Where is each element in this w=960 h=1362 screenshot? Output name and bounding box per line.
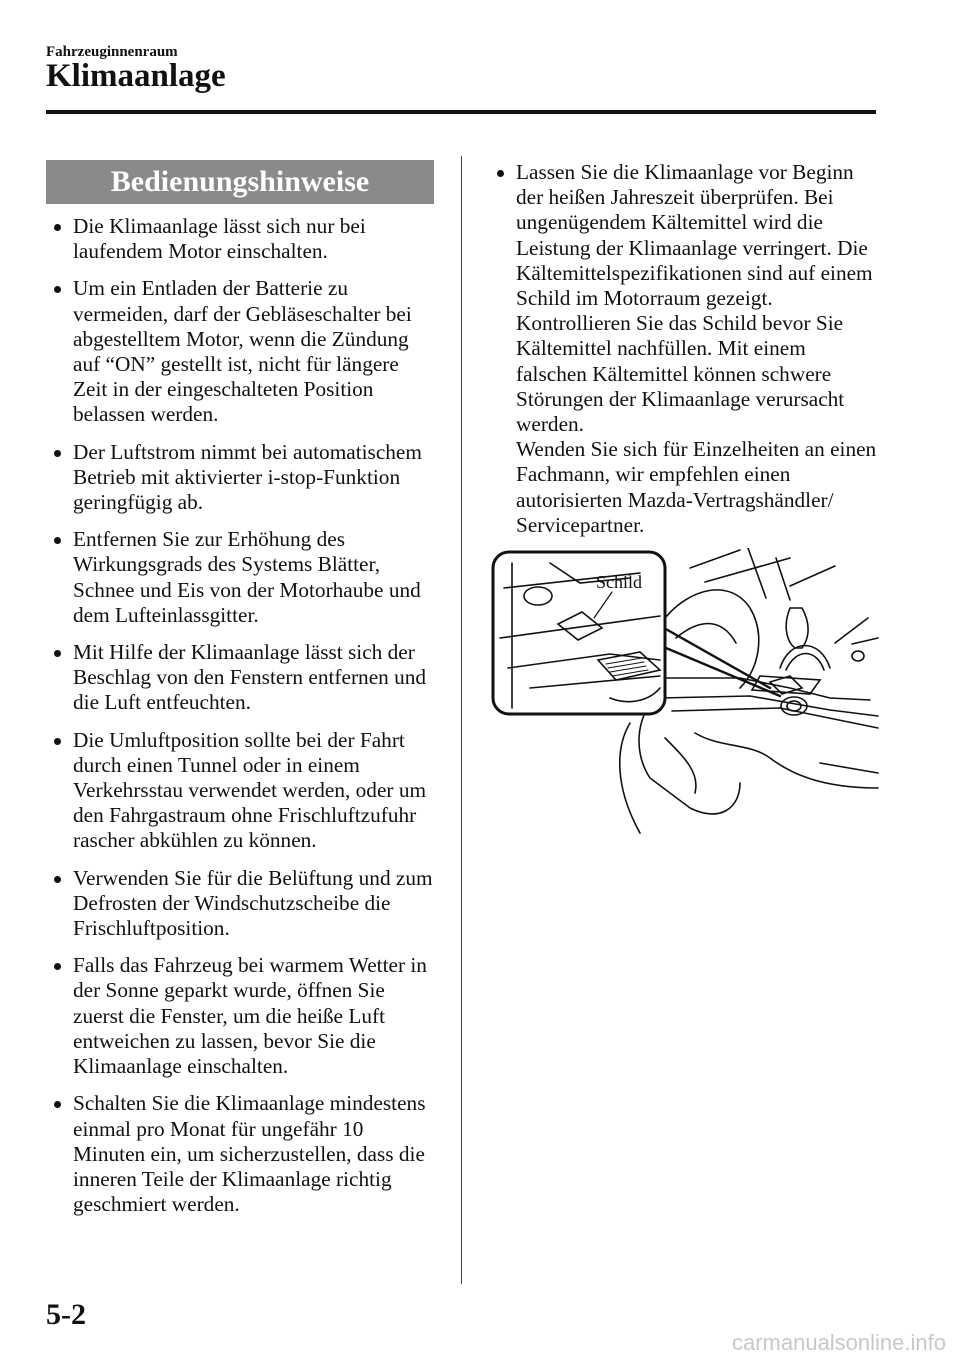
bullet-icon	[54, 224, 61, 231]
bullet-icon	[54, 286, 61, 293]
bullet-icon	[54, 738, 61, 745]
list-item-text: Schalten Sie die Klimaanlage mindestens einmal pro Monat für ungefähr 10 Minuten ein, um sicherzustellen, dass die inneren Teile der Klimaanlage richtig geschmiert werden.	[73, 1091, 426, 1217]
bullet-icon	[54, 537, 61, 544]
left-column	[46, 160, 434, 1229]
bullet-icon	[497, 170, 504, 177]
list-item	[46, 440, 434, 516]
page-number: 5-2	[46, 1298, 86, 1331]
list-item	[46, 866, 434, 942]
list-item	[46, 640, 434, 716]
list-item	[46, 728, 434, 854]
list-item	[46, 276, 434, 427]
list-item-text: Falls das Fahrzeug bei warmem Wetter in der Sonne geparkt wurde, öffnen Sie zuerst die Fenster, um die heiße Luft entweichen zu lassen, bevor Sie die Klimaanlage einschalten.	[73, 953, 427, 1079]
list-item-text: Verwenden Sie für die Belüftung und zum Defrosten der Windschutzscheibe die Frischluftposition.	[73, 865, 433, 941]
list-item-text: Lassen Sie die Klimaanlage vor Beginn der heißen Jahreszeit überprüfen. Bei ungenügendem Kältemittel wird die Leistung der Klimaanlage verringert. Die Kältemittelspezifikationen sind auf einem Schild im Motorraum gezeigt. Kontrollieren Sie das Schild bevor Sie Kältemittel nachfüllen. Mit einem falschen Kältemittel können schwere Störungen der Klimaanlage verursacht werden.	[516, 160, 873, 437]
bullet-icon	[54, 1101, 61, 1108]
bullet-list	[46, 214, 434, 1217]
watermark: carmanualsonline.info	[731, 1330, 946, 1355]
list-item	[489, 160, 881, 538]
title-rule	[46, 110, 876, 114]
bullet-icon	[54, 963, 61, 970]
list-item	[46, 1091, 434, 1217]
list-item	[46, 953, 434, 1079]
list-item-text: Mit Hilfe der Klimaanlage lässt sich der Beschlag von den Fenstern entfernen und die Luft entfeuchten.	[73, 640, 427, 715]
bullet-icon	[54, 876, 61, 883]
list-item-note: Wenden Sie sich für Einzelheiten an einen Fachmann, wir empfehlen einen autorisierten Mazda-Vertragshändler/ Servicepartner.	[516, 437, 877, 537]
right-column	[489, 160, 881, 550]
section-label: Fahrzeuginnenraum	[46, 44, 178, 60]
column-divider	[461, 156, 462, 1284]
section-heading: Bedienungshinweise	[46, 160, 434, 204]
figure-callout: Schild	[596, 572, 643, 592]
page-title: Klimaanlage	[46, 58, 226, 94]
list-item-text: Entfernen Sie zur Erhöhung des Wirkungsgrads des Systems Blätter, Schnee und Eis von der Motorhaube und dem Lufteinlassgitter.	[73, 527, 421, 627]
bullet-icon	[54, 650, 61, 657]
list-item-text: Die Umluftposition sollte bei der Fahrt durch einen Tunnel oder in einem Verkehrsstau verwendet werden, oder um den Fahrgastraum ohne Frischluftzufuhr rascher abkühlen zu können.	[73, 727, 427, 853]
bullet-icon	[54, 450, 61, 457]
engine-bay-illustration	[490, 548, 880, 840]
list-item-text: Die Klimaanlage lässt sich nur bei laufendem Motor einschalten.	[73, 214, 366, 264]
list-item-text: Der Luftstrom nimmt bei automatischem Betrieb mit aktivierter i-stop-Funktion geringfügig ab.	[73, 439, 422, 515]
list-item-text: Um ein Entladen der Batterie zu vermeiden, darf der Gebläseschalter bei abgestelltem Motor, wenn die Zündung auf “ON” gestellt ist, nicht für längere Zeit in der eingeschalteten Position belassen werden.	[73, 276, 412, 427]
list-item	[46, 214, 434, 264]
bullet-list	[489, 160, 881, 538]
list-item	[46, 527, 434, 628]
